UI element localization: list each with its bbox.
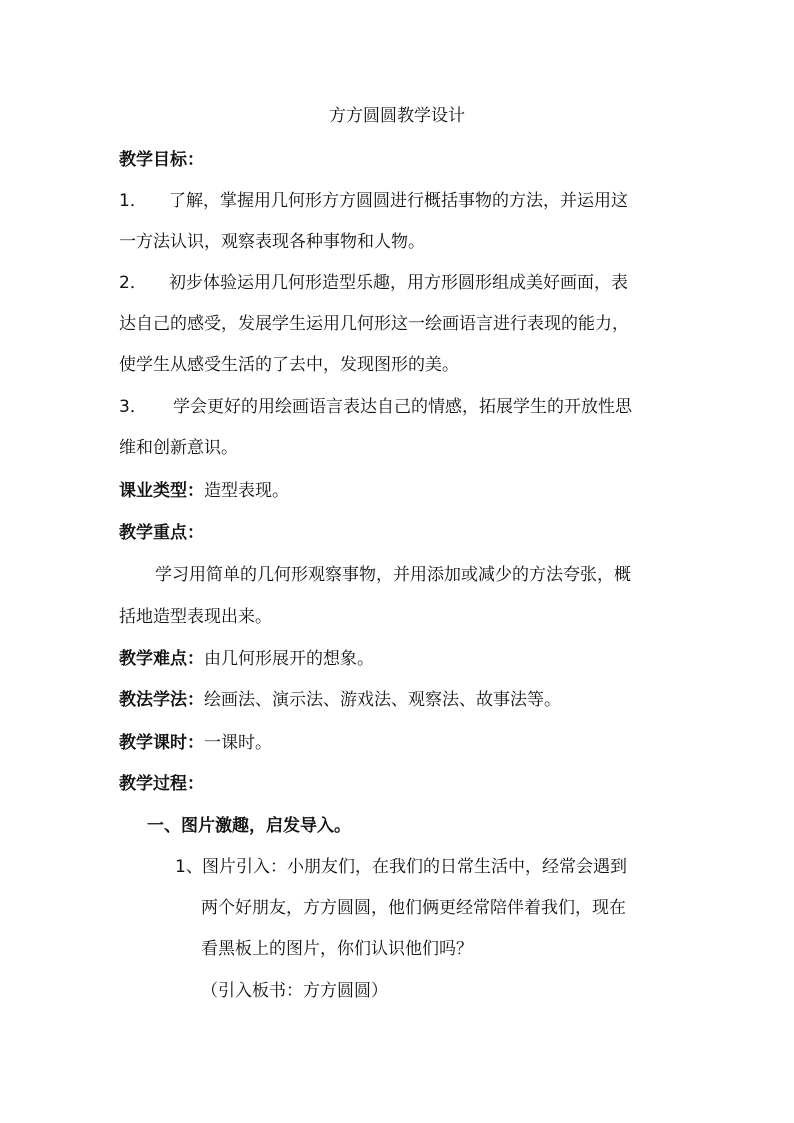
- objective-1-line-2: 一方法认识，观察表现各种事物和人物。: [119, 232, 425, 252]
- objective-2-line-2: 达自己的感受，发展学生运用几何形这一绘画语言进行表现的能力，: [119, 314, 629, 334]
- lesson-type-row: [119, 481, 289, 501]
- key-points-heading: 教学重点：: [119, 523, 204, 543]
- document-title: 方方圆圆教学设计: [329, 106, 465, 126]
- process-heading: 教学过程：: [119, 774, 204, 794]
- objective-3-number: 3．: [119, 397, 147, 417]
- process-item-1-line-4: （引入板书：方方圆圆）: [201, 981, 388, 1001]
- objective-3-text: 学会更好的用绘画语言表达自己的情感，拓展学生的开放性思: [173, 397, 632, 417]
- objective-2-text: 初步体验运用几何形造型乐趣，用方形圆形组成美好画面，表: [169, 273, 628, 293]
- methods-value: 绘画法、演示法、游戏法、观察法、故事法等。: [204, 690, 561, 710]
- difficulties-value: 由几何形展开的想象。: [204, 649, 374, 669]
- objective-1-text: 了解，掌握用几何形方方圆圆进行概括事物的方法，并运用这: [169, 191, 628, 211]
- methods-label: 教法学法：: [119, 690, 204, 710]
- hours-label: 教学课时：: [119, 733, 204, 753]
- objective-2-number: 2．: [119, 273, 147, 293]
- difficulties-row: [119, 649, 374, 669]
- key-points-line-2: 括地造型表现出来。: [119, 607, 272, 627]
- process-item-1-line-2: 两个好朋友，方方圆圆，他们俩更经常陪伴着我们，现在: [201, 898, 626, 918]
- process-section-1-heading: 一、图片激趣，启发导入。: [147, 816, 351, 836]
- process-item-1-line-1: [175, 857, 627, 877]
- hours-value: 一课时。: [204, 733, 272, 753]
- methods-row: [119, 690, 561, 710]
- objective-3-line-2: 维和创新意识。: [119, 438, 238, 458]
- objective-2-line-1: [119, 273, 628, 293]
- key-points-line-1: 学习用简单的几何形观察事物，并用添加或减少的方法夸张，概: [155, 565, 631, 585]
- lesson-type-label: 课业类型：: [119, 481, 204, 501]
- process-item-1-line-3: 看黑板上的图片，你们认识他们吗？: [201, 939, 473, 959]
- objective-1-number: 1．: [119, 191, 147, 211]
- process-item-1-text: 图片引入：小朋友们，在我们的日常生活中，经常会遇到: [202, 857, 627, 877]
- objectives-heading: 教学目标：: [119, 150, 204, 170]
- process-item-1-number: 1、: [175, 857, 203, 877]
- hours-row: [119, 733, 272, 753]
- difficulties-label: 教学难点：: [119, 649, 204, 669]
- lesson-type-value: 造型表现。: [204, 481, 289, 501]
- objective-3-line-1: [119, 397, 632, 417]
- objective-1-line-1: [119, 191, 628, 211]
- objective-2-line-3: 使学生从感受生活的了去中，发现图形的美。: [119, 355, 459, 375]
